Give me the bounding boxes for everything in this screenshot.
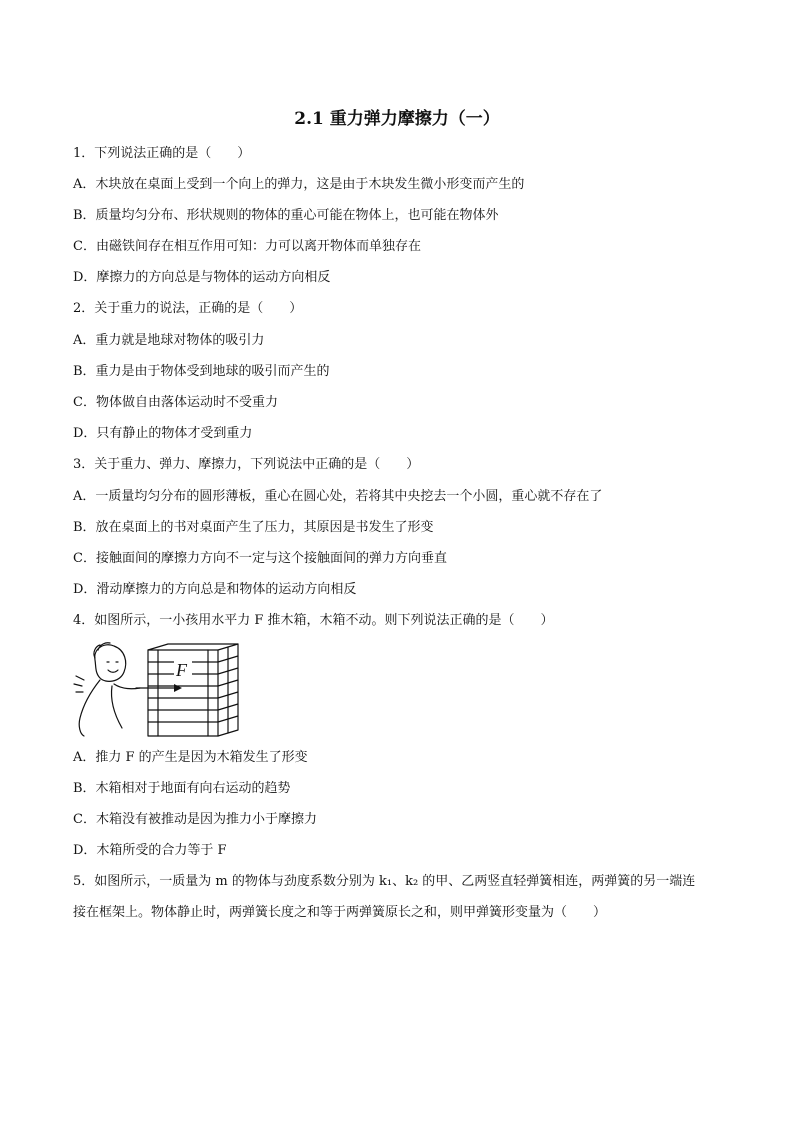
- question-5-stem-line-1: 5．如图所示，一质量为 m 的物体与劲度系数分别为 k₁、k₂ 的甲、乙两竖直轻弹簧相连，两弹簧的另一端连: [73, 874, 696, 889]
- question-3-stem: 3．关于重力、弹力、摩擦力，下列说法中正确的是（ ）: [73, 457, 420, 472]
- question-2-option-c: C．物体做自由落体运动时不受重力: [73, 395, 278, 410]
- question-4-stem: 4．如图所示，一小孩用水平力 F 推木箱，木箱不动。则下列说法正确的是（ ）: [73, 613, 554, 628]
- question-2-option-b: B．重力是由于物体受到地球的吸引而产生的: [73, 364, 330, 379]
- page-title: 2.1 重力弹力摩擦力（一）: [294, 109, 500, 129]
- question-4-option-d: D．木箱所受的合力等于 F: [73, 843, 227, 858]
- question-4-option-c: C．木箱没有被推动是因为推力小于摩擦力: [73, 812, 317, 827]
- force-arrow-head: [174, 684, 182, 692]
- question-5-stem-line-2: 接在框架上。物体静止时，两弹簧长度之和等于两弹簧原长之和，则甲弹簧形变量为（ ）: [73, 905, 607, 920]
- question-4-option-b: B．木箱相对于地面有向右运动的趋势: [73, 781, 291, 796]
- question-4-option-a: A．推力 F 的产生是因为木箱发生了形变: [73, 750, 308, 765]
- child-body: [79, 680, 100, 736]
- question-2-stem: 2．关于重力的说法，正确的是（ ）: [73, 301, 303, 316]
- question-3-option-a: A．一质量均匀分布的圆形薄板，重心在圆心处，若将其中央挖去一个小圆，重心就不存在了: [73, 489, 603, 504]
- question-3-option-d: D．滑动摩擦力的方向总是和物体的运动方向相反: [73, 582, 357, 597]
- question-2-option-a: A．重力就是地球对物体的吸引力: [73, 333, 265, 348]
- crate-planks: [148, 656, 238, 722]
- child-pushing-crate-figure: [70, 638, 270, 738]
- question-1-option-a: A．木块放在桌面上受到一个向上的弹力，这是由于木块发生微小形变而产生的: [73, 177, 525, 192]
- child-face: [107, 662, 118, 672]
- question-3-option-c: C．接触面间的摩擦力方向不一定与这个接触面间的弹力方向垂直: [73, 551, 447, 566]
- question-1-option-b: B．质量均匀分布、形状规则的物体的重心可能在物体上，也可能在物体外: [73, 208, 499, 223]
- motion-lines: [74, 676, 84, 692]
- force-label: F: [176, 660, 187, 680]
- question-1-option-d: D．摩擦力的方向总是与物体的运动方向相反: [73, 270, 331, 285]
- question-1-stem: 1．下列说法正确的是（ ）: [73, 146, 251, 161]
- question-2-option-d: D．只有静止的物体才受到重力: [73, 426, 253, 441]
- question-3-option-b: B．放在桌面上的书对桌面产生了压力，其原因是书发生了形变: [73, 520, 434, 535]
- child-torso: [111, 686, 122, 728]
- crate-top: [148, 644, 238, 650]
- child-head: [95, 645, 126, 682]
- question-1-option-c: C．由磁铁间存在相互作用可知：力可以离开物体而单独存在: [73, 239, 421, 254]
